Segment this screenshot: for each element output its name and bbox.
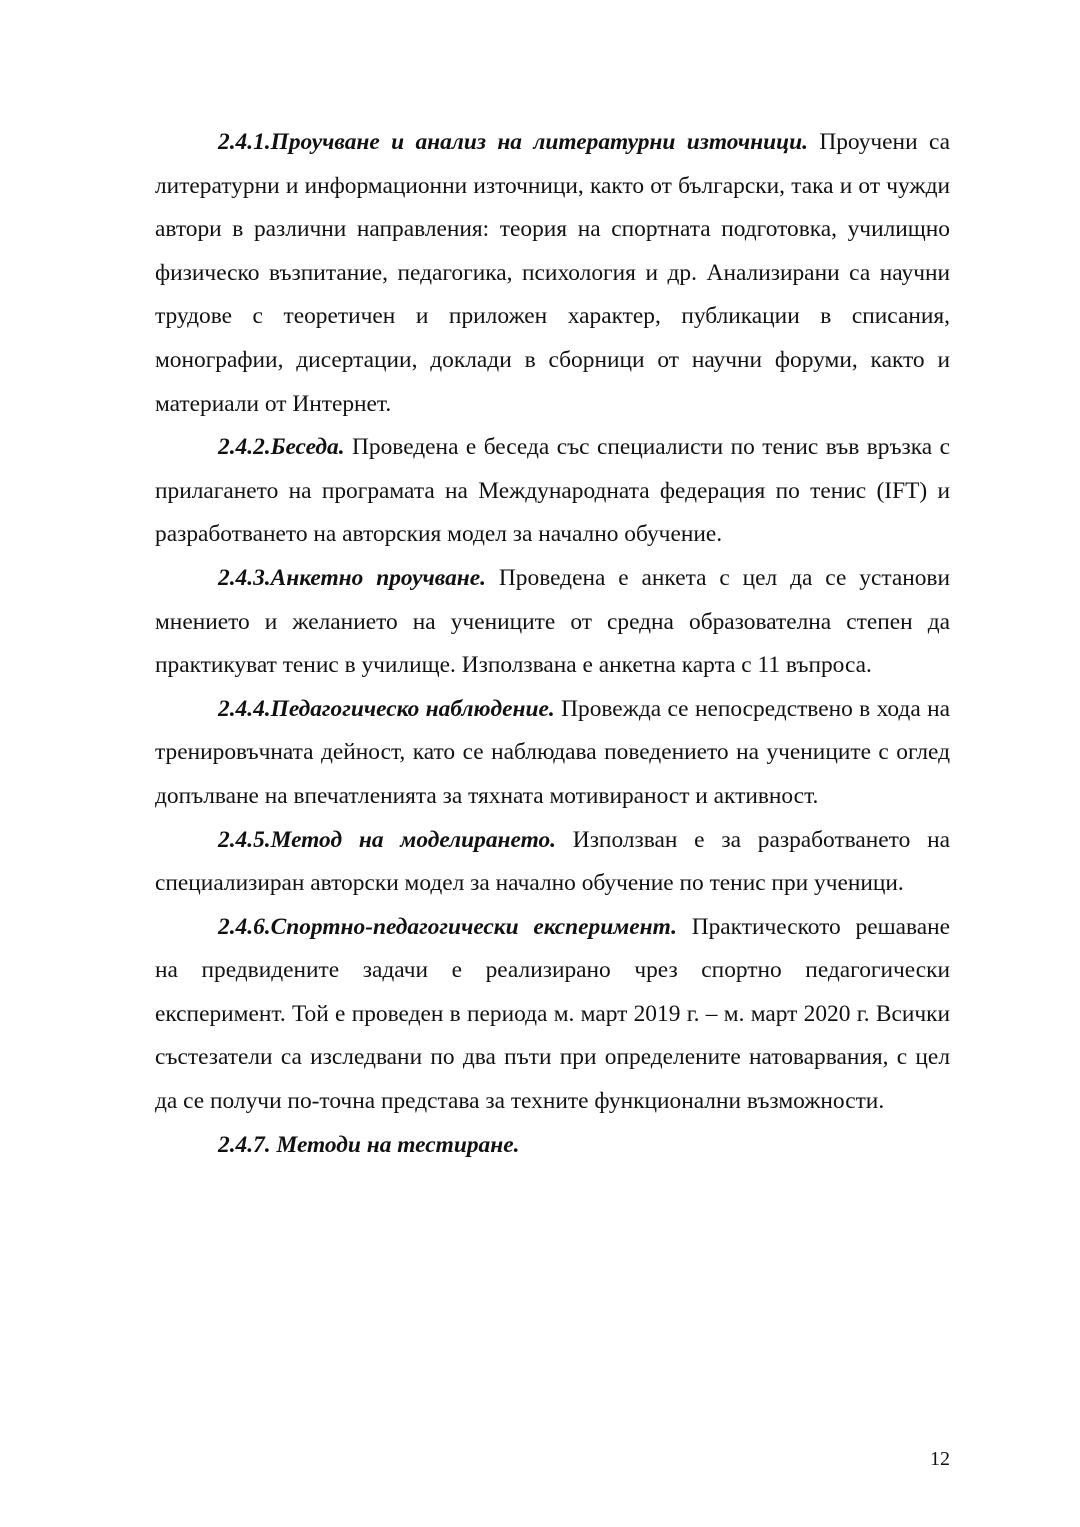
section-2-4-2: [155, 426, 950, 557]
section-heading: 2.4.3.Анкетно проучване.: [218, 564, 487, 591]
section-2-4-6: [155, 906, 950, 1124]
page-body: [155, 121, 950, 1167]
page-number: 12: [930, 1448, 950, 1470]
section-heading: 2.4.2.Беседа.: [218, 434, 345, 461]
section-text: Проведена е анкета с цел да се установи мнението и желанието на учениците от средна образователна степен да практикуват тенис в училище. Използвана е анкетна карта с 11 въпроса.: [155, 564, 950, 679]
section-2-4-7: [155, 1124, 950, 1168]
section-text: Практическото решаване на предвидените задачи е реализирано чрез спортно педагогически експеримент. Той е проведен в периода м. март 2019 г. – м. март 2020 г. Всички състезатели са изследвани по два пъти при определените натоварвания, с цел да се получи по-точна представа за техните функционални възможности.: [155, 913, 950, 1115]
section-heading: 2.4.4.Педагогическо наблюдение.: [218, 695, 555, 722]
section-text: Провежда се непосредствено в хода на тренировъчната дейност, като се наблюдава поведението на учениците с оглед допълване на впечатленията за тяхната мотивираност и активност.: [155, 695, 950, 809]
section-text: Проведена е беседа със специалисти по тенис във връзка с прилагането на програмата на Международната федерация по тенис (IFT) и разработването на авторския модел за начално обучение.: [155, 434, 950, 548]
section-text: Използван е за разработването на специализиран авторски модел за начално обучение по тенис при ученици.: [155, 826, 950, 897]
section-heading: 2.4.1.Проучване и анализ на литературни източници.: [218, 129, 808, 155]
section-2-4-3: [155, 557, 950, 688]
section-heading: 2.4.7. Методи на тестиране.: [218, 1131, 520, 1158]
section-2-4-4: [155, 688, 950, 819]
section-2-4-5: [155, 819, 950, 906]
section-text: Проучени са литературни и информационни източници, както от български, така и от чужди автори в различни направления: теория на спортната подготовка, училищно физическо възпитание, педагогика, психология и др. Анализирани са научни трудове с теоретичен и приложен характер, публикации в списания, монографии, дисертации, доклади в сборници от научни форуми, както и материали от Интернет.: [155, 129, 950, 417]
section-2-4-1: [155, 121, 950, 426]
section-heading: 2.4.6.Спортно-педагогически експеримент.: [218, 913, 677, 940]
section-heading: 2.4.5.Метод на моделирането.: [218, 826, 557, 853]
